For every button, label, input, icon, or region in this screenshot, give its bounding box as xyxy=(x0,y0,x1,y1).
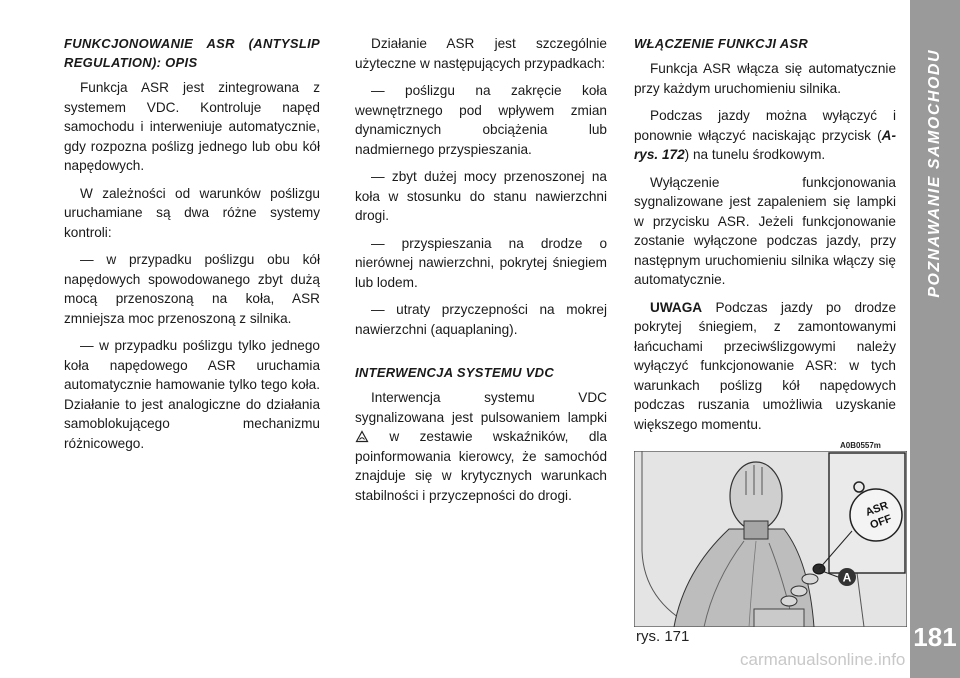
paragraph xyxy=(634,106,896,165)
callout-a-label: A xyxy=(842,570,852,585)
gear-lever-figure xyxy=(634,451,907,627)
off-button-label: OFF xyxy=(868,512,894,532)
watermark: carmanualsonline.info xyxy=(740,650,906,669)
paragraph-part: w zestawie wskaźników, dla poinformowania kierowcy, że samochód znajduje się w krytycznych warunkach stabilności i przyczepności do drogi. xyxy=(355,429,607,503)
paragraph: W zależności od warunków poślizgu uruchamiane są dwa różne systemy kontroli: xyxy=(64,185,320,240)
figure-caption: rys. 171 xyxy=(636,628,690,645)
paragraph: — utraty przyczepności na mokrej nawierzchni (aquaplaning). xyxy=(355,302,607,337)
paragraph: Działanie ASR jest szczególnie użyteczne w następujących przypadkach: xyxy=(355,36,607,71)
paragraph-part: ) na tunelu środkowym. xyxy=(684,147,826,162)
asr-button-label: ASR xyxy=(864,499,890,519)
page-number: 181 xyxy=(913,622,957,652)
section-title: POZNAWANIE SAMOCHODU xyxy=(926,48,943,298)
paragraph: — w przypadku poślizgu obu kół napędowych spowodowanego zbyt dużą mocą przenoszoną na koła, ASR zmniejsza moc przenoszoną z silnika. xyxy=(64,252,320,326)
heading-asr-description: FUNKCJONOWANIE ASR (ANTYSLIP REGULATION): OPIS xyxy=(64,36,320,70)
vdc-warning-lamp-icon xyxy=(355,430,369,444)
paragraph: — poślizgu na zakręcie koła wewnętrznego pod wpływem zmian dynamicznych obciążenia lub nadmiernego przyspieszania. xyxy=(355,83,607,157)
paragraph-part: Interwencja systemu VDC sygnalizowana jest pulsowaniem lampki xyxy=(355,390,607,425)
heading-asr-activation: WŁĄCZENIE FUNKCJI ASR xyxy=(634,36,809,51)
paragraph-warning xyxy=(634,298,896,435)
figure-reference: A-rys. 172 xyxy=(634,127,896,162)
paragraph: — w przypadku poślizgu tylko jednego koła napędowego ASR uruchamia automatycznie hamowanie tylko tego koła. Działanie to jest analogiczne do działania samoblokującego mechanizmu różnicowego. xyxy=(64,338,320,451)
heading-vdc-intervention: INTERWENCJA SYSTEMU VDC xyxy=(355,365,555,380)
paragraph: Funkcja ASR włącza się automatycznie przy każdym uruchomieniu silnika. xyxy=(634,61,896,96)
column-2 xyxy=(355,34,607,513)
paragraph: Wyłączenie funkcjonowania sygnalizowane jest zapaleniem się lampki w przycisku ASR. Jeżeli funkcjonowanie zostanie wyłączone podczas jazdy, przy następnym uruchomieniu silnika włączy się automatycznie. xyxy=(634,174,896,287)
figure-code: A0B0557m xyxy=(840,441,881,450)
paragraph: — zbyt dużej mocy przenoszonej na koła w stosunku do stanu nawierzchni drogi. xyxy=(355,169,607,223)
paragraph: Funkcja ASR jest zintegrowana z systemem VDC. Kontroluje napęd samochodu i interweniuje automatycznie, gdy rozpozna poślizg jednego lub obu kół napędowych. xyxy=(64,80,320,173)
column-1 xyxy=(64,34,320,461)
paragraph-part: Podczas jazdy po drodze pokrytej śniegiem, z zamontowanymi łańcuchami przeciwślizgowymi należy wyłączyć funkcjonowanie ASR: w tych warunkach poślizg kół napędowych podczas ruszania umożliwia uzyskanie większego momentu. xyxy=(634,299,897,432)
column-3 xyxy=(634,34,896,442)
paragraph-vdc xyxy=(355,388,607,505)
warning-label: UWAGA xyxy=(650,299,703,315)
paragraph: — przyspieszania na drodze o nierównej nawierzchni, pokrytej śniegiem lub lodem. xyxy=(355,235,607,290)
paragraph-part: Podczas jazdy można wyłączyć i ponownie włączyć naciskając przycisk ( xyxy=(634,108,896,143)
